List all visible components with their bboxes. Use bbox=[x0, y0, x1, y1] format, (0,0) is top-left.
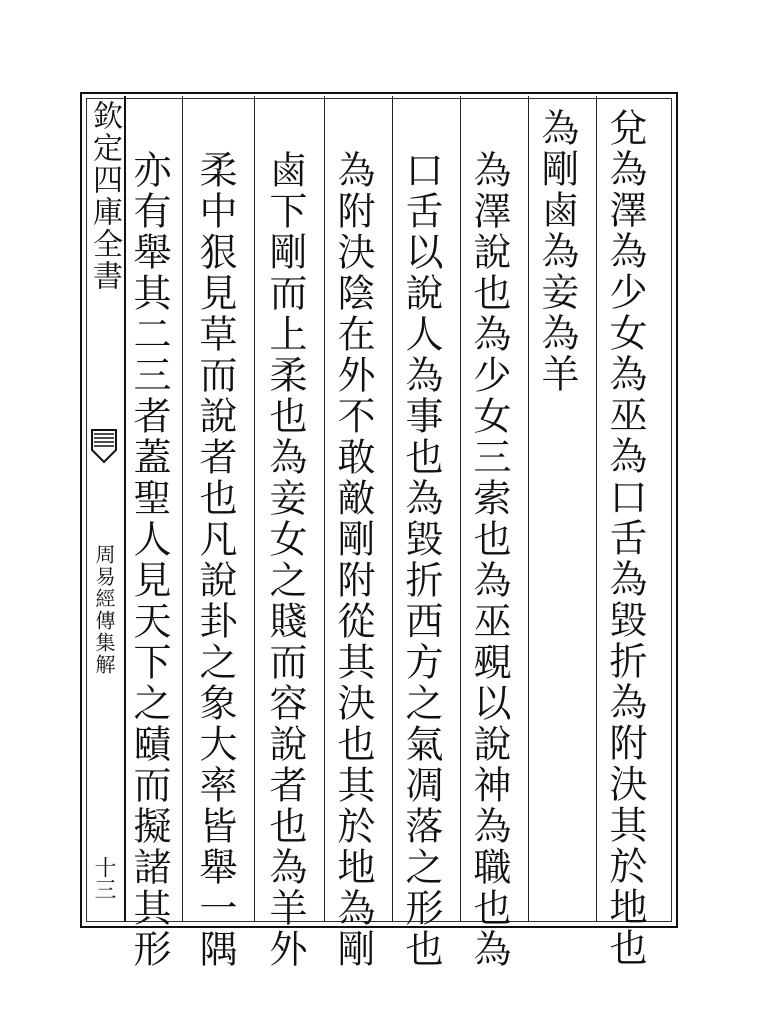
column-rule bbox=[324, 96, 325, 922]
text-column-3: 為澤說也為少女三索也為巫覡以說神為職也為 bbox=[467, 150, 511, 970]
book-title: 周易經傳集解 bbox=[92, 544, 116, 676]
text-column-2: 為剛鹵為妾為羊 bbox=[535, 108, 579, 395]
collection-title: 欽定四庫全書 bbox=[87, 100, 122, 292]
fishtail-mark-icon bbox=[90, 428, 118, 464]
column-rule bbox=[596, 96, 597, 922]
column-rule bbox=[254, 96, 255, 922]
text-column-5: 為附決陰在外不敢敵剛附從其決也其於地為剛 bbox=[331, 150, 375, 970]
column-rule bbox=[392, 96, 393, 922]
text-column-6: 鹵下剛而上柔也為妾女之賤而容說者也為羊外 bbox=[263, 150, 307, 970]
text-column-8: 亦有舉其二三者蓋聖人見天下之賾而擬諸其形 bbox=[127, 150, 171, 970]
column-rule bbox=[182, 96, 183, 922]
margin-column bbox=[84, 96, 126, 922]
text-column-1: 兌為澤為少女為巫為口舌為毀折為附決其於地也 bbox=[603, 108, 647, 969]
text-column-4: 口舌以說人為事也為毀折西方之氣凋落之形也 bbox=[399, 150, 443, 970]
text-column-7: 柔中狠見草而說者也凡說卦之象大率皆舉一隅 bbox=[193, 150, 237, 970]
page-number: 十三 bbox=[91, 856, 116, 900]
column-rule bbox=[528, 96, 529, 922]
column-rule bbox=[460, 96, 461, 922]
